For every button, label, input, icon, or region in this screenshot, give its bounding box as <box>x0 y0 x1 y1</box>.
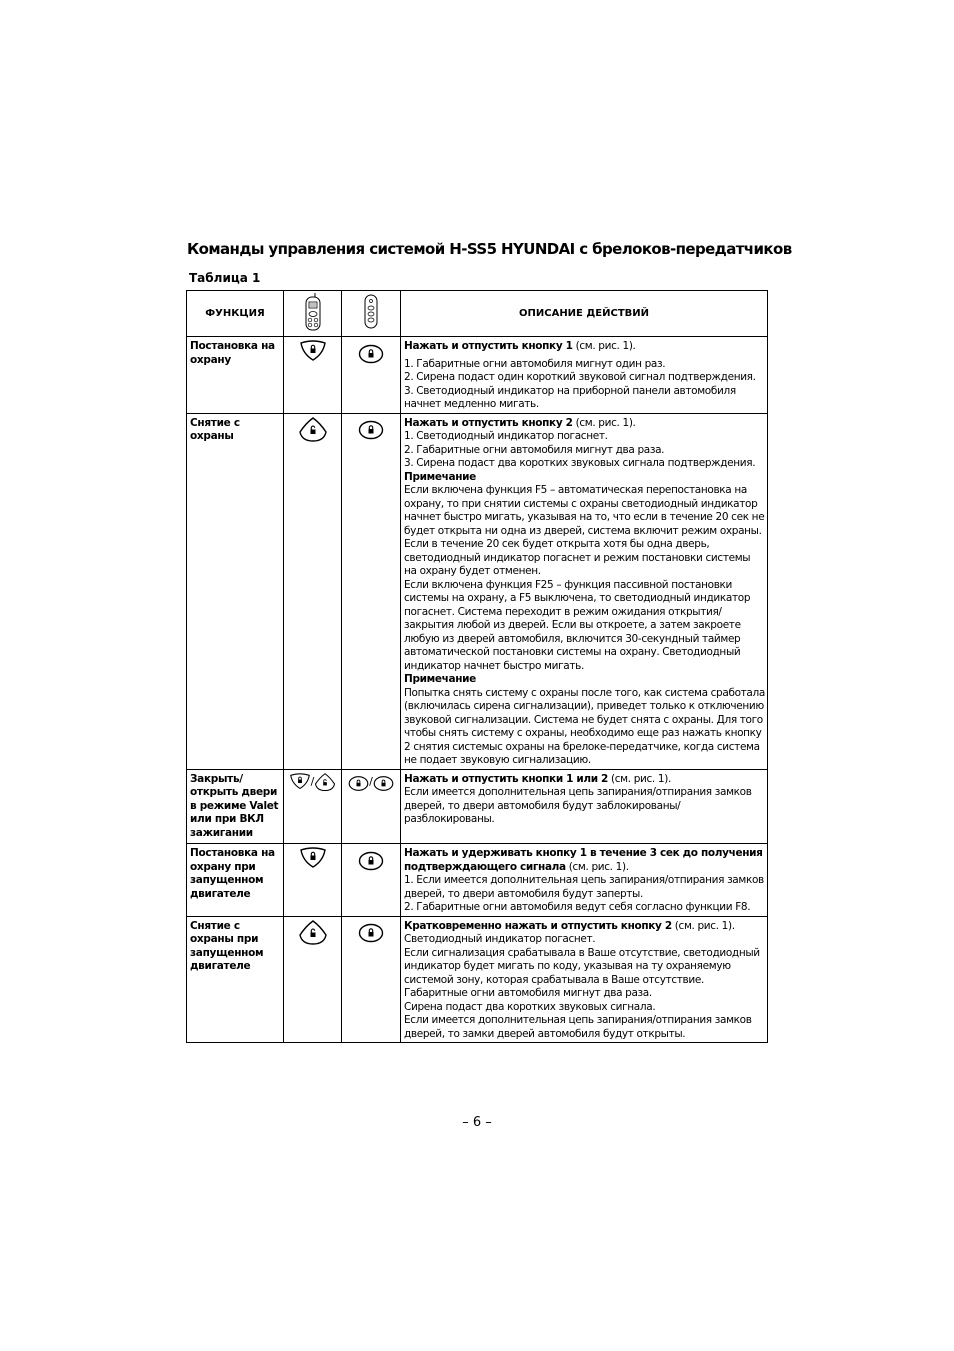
desc-lead-tail: (см. рис. 1). <box>572 340 636 352</box>
desc-line: Светодиодный индикатор погаснет. <box>404 933 596 945</box>
desc-line: 2. Сирена подаст один короткий звуковой сигнал подтверждения. <box>404 371 756 383</box>
desc-lead: Нажать и отпустить кнопки 1 или 2 <box>404 772 609 785</box>
desc-lead: Нажать и отпустить кнопку 2 <box>404 416 573 429</box>
unlock-button-2-round-icon <box>358 420 384 440</box>
row-icon1-cell <box>284 769 342 844</box>
remote-transmitter-lcd-icon <box>303 292 323 332</box>
row-icon2-cell <box>342 916 401 1043</box>
desc-lead: Кратковременно нажать и отпустить кнопку 2 <box>404 919 672 932</box>
note-text: Если включена функция F5 – автоматическая перепостановка на охрану, то при снятии системы с охраны светодиодный индикатор начнет быстро мигать, указывая на то, что если в течение 20 сек не будет открыта ни одна из дверей, система включит режим охраны. Если в течение 20 сек будет открыта хотя бы одна дверь, светодиодный индикатор погаснет и режим постановки системы на охрану будет отменен. <box>404 484 765 577</box>
desc-line: 2. Габаритные огни автомобиля мигнут два раза. <box>404 443 665 456</box>
header-description: ОПИСАНИЕ ДЕЙСТВИЙ <box>401 291 768 337</box>
table-header-row <box>187 291 768 337</box>
lock-button-1-round-icon <box>358 851 384 871</box>
lock-round-button-icon <box>348 775 369 792</box>
note-title: Примечание <box>404 673 476 685</box>
desc-line: Габаритные огни автомобиля мигнут два раза. <box>404 987 652 999</box>
desc-lead: Нажать и удерживать кнопку 1 в течение 3 сек до получения подтверждающего сигнала <box>404 847 763 873</box>
icon-separator: / <box>310 774 315 788</box>
lock-button-icon <box>289 773 311 790</box>
remote-transmitter-small-icon <box>362 293 380 331</box>
row-description <box>401 337 768 414</box>
note-title: Примечание <box>404 470 476 483</box>
row-function: Постановка на охрану при запущенном двигателе <box>187 844 284 917</box>
desc-line: 3. Сирена подаст два коротких звуковых сигнала подтверждения. <box>404 457 756 469</box>
desc-lead: Нажать и отпустить кнопку 1 <box>404 340 573 352</box>
page-number: – 6 – <box>462 1115 492 1130</box>
desc-line: 1. Габаритные огни автомобиля мигнут один раз. <box>404 357 666 370</box>
header-function: ФУНКЦИЯ <box>187 291 284 337</box>
row-description <box>401 844 768 917</box>
row-icon1-cell <box>284 844 342 917</box>
row-function: Снятие с охраны при запущенном двигателе <box>187 916 284 1043</box>
unlock-button-2-icon <box>298 920 328 946</box>
unlock-button-2-icon <box>298 417 328 443</box>
lock-button-1-icon <box>299 340 327 362</box>
unlock-button-icon <box>314 773 336 792</box>
row-function: Закрыть/ открыть двери в режиме Valet или при ВКЛ зажигании <box>187 769 284 844</box>
icon-separator: / <box>369 774 373 788</box>
row-icon1-cell <box>284 413 342 769</box>
desc-lead-tail: (см. рис. 1). <box>565 860 629 873</box>
desc-text: Если имеется дополнительная цепь запирания/отпирания замков дверей, то двери автомобиля будут заблокированы/разблокированы. <box>404 786 752 825</box>
table-row <box>187 337 768 414</box>
desc-line: Если имеется дополнительная цепь запирания/отпирания замков дверей, то замки дверей автомобиля будут открыты. <box>404 1014 752 1040</box>
desc-line: Сирена подаст два коротких звуковых сигнала. <box>404 1000 656 1013</box>
table-row <box>187 916 768 1043</box>
page-title: Команды управления системой H-SS5 HYUNDAI с брелоков-передатчиков <box>187 240 792 258</box>
table-row <box>187 769 768 844</box>
unlock-round-button-icon <box>373 775 394 792</box>
table-label: Таблица 1 <box>189 271 261 285</box>
desc-lead-tail: (см. рис. 1). <box>572 416 636 429</box>
table-row <box>187 413 768 769</box>
row-description <box>401 769 768 844</box>
desc-line: 2. Габаритные огни автомобиля ведут себя согласно функции F8. <box>404 901 751 913</box>
row-function: Снятие с охраны <box>187 413 284 769</box>
header-remote2 <box>342 291 401 337</box>
unlock-button-2-round-icon <box>358 923 384 943</box>
commands-table <box>186 290 768 1043</box>
header-remote1 <box>284 291 342 337</box>
lock-button-1-round-icon <box>358 344 384 364</box>
table-row <box>187 844 768 917</box>
row-icon2-cell <box>342 337 401 414</box>
row-icon1-cell <box>284 916 342 1043</box>
desc-lead-tail: (см. рис. 1). <box>671 919 735 932</box>
desc-line: Если сигнализация срабатывала в Ваше отсутствие, светодиодный индикатор будет мигать по коду, указывая на ту охраняемую системой зону, которая срабатывала в Ваше отсутствие. <box>404 946 760 986</box>
desc-line: 1. Светодиодный индикатор погаснет. <box>404 430 608 442</box>
lock-button-1-icon <box>299 847 327 869</box>
row-icon2-cell <box>342 844 401 917</box>
desc-line: 3. Светодиодный индикатор на приборной панели автомобиля начнет медленно мигать. <box>404 384 736 410</box>
note-text: Если включена функция F25 – функция пассивной постановки системы на охрану, а F5 выключена, то светодиодный индикатор погаснет. Система переходит в режим ожидания открытия/закрытия любой из дверей. Если вы откроете, а затем закроете любую из дверей автомобиля, включится 30-секундный таймер автоматической постановки системы на охрану. Светодиодный индикатор начнет быстро мигать. <box>404 578 751 672</box>
row-icon2-cell <box>342 769 401 844</box>
row-description <box>401 413 768 769</box>
row-description <box>401 916 768 1043</box>
row-icon1-cell <box>284 337 342 414</box>
desc-lead-tail: (см. рис. 1). <box>608 772 671 785</box>
desc-line: 1. Если имеется дополнительная цепь запирания/отпирания замков дверей, то двери автомобиля будут заперты. <box>404 874 764 900</box>
note-text: Попытка снять систему с охраны после того, как система сработала (включилась сирена сигнализации), приведет только к отключению звуковой сигнализации. Система не будет снята с охраны. Для того чтобы снять систему с охраны, необходимо еще раз нажать кнопку 2 снятия системыс охраны на брелоке-передатчике, когда система не подает звуковую сигнализацию. <box>404 686 765 766</box>
row-function: Постановка на охрану <box>187 337 284 414</box>
row-icon2-cell <box>342 413 401 769</box>
